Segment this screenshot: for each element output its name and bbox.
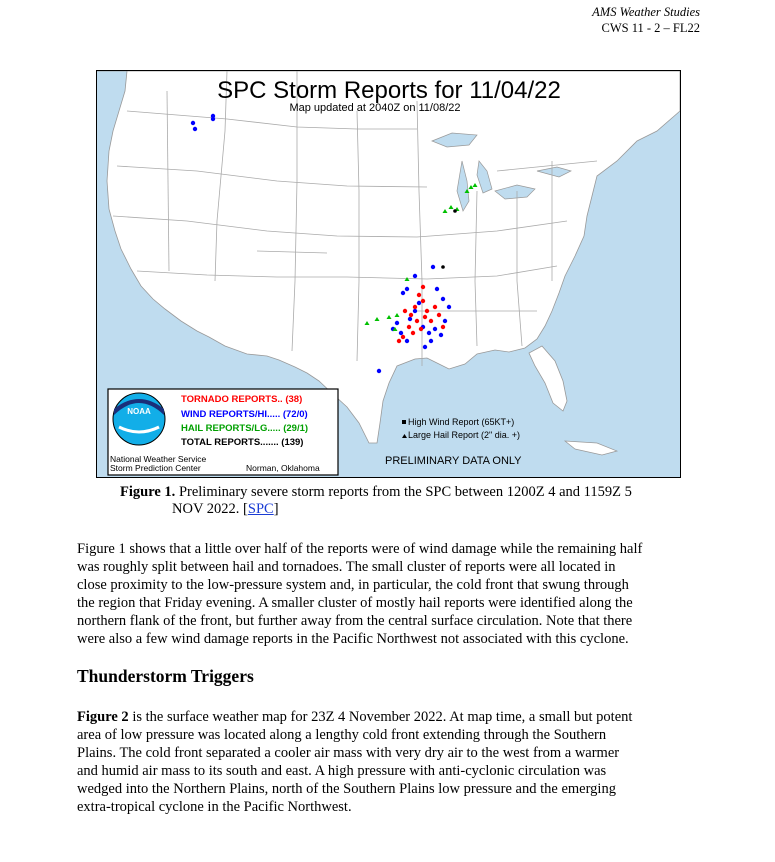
storm-reports-map	[96, 70, 681, 478]
legend-tornado: TORNADO REPORTS.. (38)	[181, 394, 303, 405]
figure-2-reference: Figure 2	[77, 709, 129, 725]
running-header	[592, 4, 700, 36]
paragraph-line: and humid air mass to its south and east. A high pressure with anti-cyclonic circulation was	[77, 763, 607, 779]
map-subtitle: Map updated at 2040Z on 11/08/22	[289, 102, 461, 114]
map-legend	[108, 389, 338, 475]
legend-hail: HAIL REPORTS/LG..... (29/1)	[181, 423, 309, 434]
paragraph-line: Figure 1 shows that a little over half of the reports were of wind damage while the remaining half	[77, 541, 643, 557]
caption-label: Figure 1.	[120, 484, 176, 500]
paragraph-line: northern flank of the front, but further away from the central surface circulation. Note that there	[77, 613, 633, 629]
land-mass	[97, 71, 680, 443]
legend-spc: Storm Prediction Center	[110, 463, 201, 473]
paragraph-line: were also a few wind damage reports in the Pacific Northwest not associated with this cyclone.	[77, 631, 629, 647]
paragraph-line: wedged into the Northern Plains, north of the Southern Plains low pressure and the emerging	[77, 781, 616, 797]
figure-caption: Figure 1. Preliminary severe storm reports from the SPC between 1200Z 4 and 1159Z 5 NOV 2022. [SPC]	[120, 484, 632, 517]
key-large-hail: Large Hail Report (2" dia. +)	[408, 430, 520, 440]
map-title: SPC Storm Reports for 11/04/22	[217, 77, 561, 104]
section-heading: Thunderstorm Triggers	[77, 666, 254, 686]
paragraph-line: Plains. The cold front separated a cooler air mass with very dry air to the west from a warmer	[77, 745, 620, 761]
legend-location: Norman, Oklahoma	[246, 463, 320, 473]
caption-text: Preliminary severe storm reports from the SPC between 1200Z 4 and 1159Z 5	[178, 484, 632, 500]
journal-name: AMS Weather Studies	[592, 5, 700, 19]
paragraph-line: Figure 2 is the surface weather map for 23Z 4 November 2022. At map time, a small but potent	[77, 709, 633, 725]
paragraph-line: close proximity to the low-pressure system and, in particular, the cold front that swung through	[77, 577, 629, 593]
legend-wind: WIND REPORTS/HI..... (72/0)	[181, 409, 308, 420]
preliminary-label: PRELIMINARY DATA ONLY	[385, 455, 522, 467]
paragraph-line: was roughly split between hail and tornadoes. The small cluster of reports were all located in	[77, 559, 616, 575]
legend-nws: National Weather Service	[110, 454, 207, 464]
paragraph-line: area of low pressure was located along a lengthy cold front extending through the Southern	[77, 727, 607, 743]
spc-link[interactable]: SPC	[247, 501, 274, 517]
caption-text-2: NOV 2022.	[172, 501, 240, 517]
noaa-logo-text: NOAA	[127, 407, 151, 416]
marker-key	[402, 417, 520, 440]
key-high-wind: High Wind Report (65KT+)	[408, 417, 515, 427]
document-code: CWS 11 - 2 – FL22	[601, 21, 700, 35]
paragraph-line: extra-tropical cyclone in the Pacific Northwest.	[77, 799, 352, 815]
legend-total: TOTAL REPORTS....... (139)	[181, 437, 304, 448]
paragraph-line: the region that Friday evening. A smaller cluster of mostly hail reports were identified along the	[77, 595, 633, 611]
paragraph-2	[77, 708, 702, 816]
paragraph-1	[77, 540, 702, 648]
